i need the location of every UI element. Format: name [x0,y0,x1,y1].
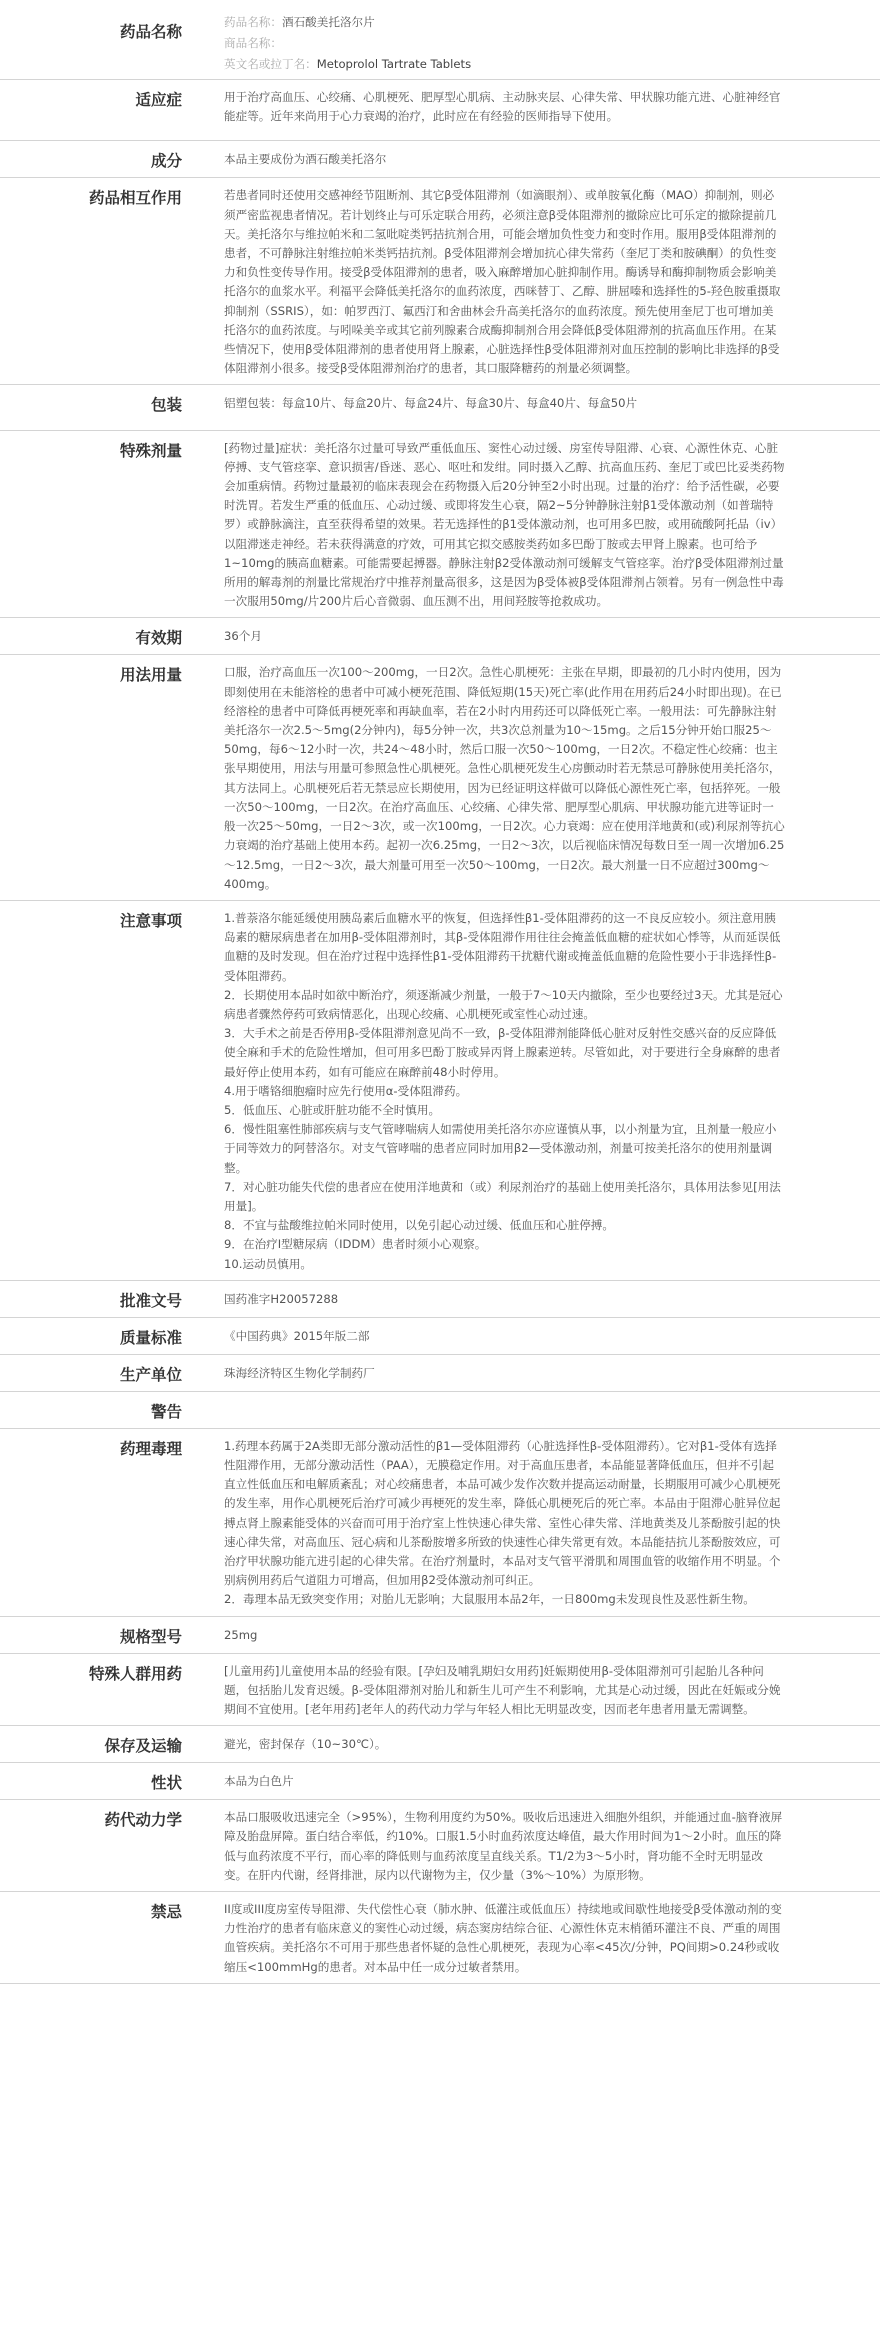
row-value: 《中国药典》2015年版二部 [200,1317,880,1354]
row-value: 珠海经济特区生物化学制药厂 [200,1354,880,1391]
row-value: 避光，密封保存（10~30℃）。 [200,1726,880,1763]
row-value: [儿童用药]儿童使用本品的经验有限。[孕妇及哺乳期妇女用药]妊娠期使用β-受体阻滞剂可引起胎儿各种问题，包括胎儿发育迟缓。β-受体阻滞剂对胎儿和新生儿可产生不利影响，尤其是心动过缓，因此在妊娠或分娩期间不宜使用。[老年用药]老年人的药代动力学与年轻人相比无明显改变，因而老年患者用量无需调整。 [200,1653,880,1726]
row-value: 若患者同时还使用交感神经节阻断剂、其它β受体阻滞剂（如滴眼剂）、或单胺氧化酶（MAO）抑制剂，则必须严密监视患者情况。若计划终止与可乐定联合用药，必须注意β受体阻滞剂的撤除应比可乐定的撤除提前几天。美托洛尔与维拉帕米和二氢吡啶类钙拮抗剂合用，可能会增加负性变力和变时作用。服用β受体阻滞剂的患者，不可静脉注射维拉帕米类钙拮抗剂。β受体阻滞剂会增加抗心律失常药（奎尼丁类和胺碘酮）的负性变力和负性变传导作用。接受β受体阻滞剂的患者，吸入麻醉增加心脏抑制作用。酶诱导和酶抑制物质会影响美托洛尔的血浆水平。利福平会降低美托洛尔的血药浓度，西咪替丁、乙醇、肼屈嗪和选择性的5-羟色胺重摄取抑制剂（SSRIS），如：帕罗西汀、氟西汀和舍曲林会升高美托洛尔的血药浓度。预先使用奎尼丁也可增加美托洛尔的血药浓度。与吲哚美辛或其它前列腺素合成酶抑制剂合用会降低β受体阻滞剂的抗高血压作用。在某些情况下，使用β受体阻滞剂的患者使用肾上腺素，心脏选择性β受体阻滞剂对血压控制的影响比非选择的β受体阻滞剂小很多。接受β受体阻滞剂治疗的患者，其口服降糖药的剂量必须调整。 [200,178,880,385]
row-value [200,1391,880,1428]
row-value: 本品口服吸收迅速完全（>95%），生物利用度约为50%。吸收后迅速进入细胞外组织，并能通过血-脑脊液屏障及胎盘屏障。蛋白结合率低，约10%。口服1.5小时血药浓度达峰值，最大作用时间为1～2小时。血压的降低与血药浓度不平行，而心率的降低则与血药浓度呈直线关系。T1/2为3～5小时，肾功能不全时无明显改变。在肝内代谢，经肾排泄，尿内以代谢物为主，仅少量（3%～10%）为原形物。 [200,1800,880,1892]
generic-name-label: 药品名称： [224,15,282,29]
row-manufacturer [0,1354,880,1391]
row-special-populations [0,1653,880,1726]
row-precautions [0,900,880,1280]
row-overdose [0,430,880,618]
trade-name-label: 商品名称： [224,36,282,50]
row-value: 口服，治疗高血压一次100～200mg，一日2次。急性心肌梗死：主张在早期，即最初的几小时内使用，因为即刻使用在未能溶栓的患者中可减小梗死范围、降低短期(15天)死亡率(此作用在用药后24小时即出现)。在已经溶栓的患者中可降低再梗死率和再缺血率，若在2小时内用药还可以降低死亡率。一般用法：可先静脉注射美托洛尔一次2.5～5mg(2分钟内)，每5分钟一次，共3次总剂量为10～15mg。之后15分钟开始口服25～50mg，每6～12小时一次，共24～48小时，然后口服一次50～100mg，一日2次。不稳定性心绞痛：也主张早期使用，用法与用量可参照急性心肌梗死。急性心肌梗死发生心房颤动时若无禁忌可静脉使用美托洛尔，其方法同上。心肌梗死后若无禁忌应长期使用，因为已经证明这样做可以降低心源性死亡率，包括猝死。一般一次50～100mg，一日2次。在治疗高血压、心绞痛、心律失常、肥厚型心肌病、甲状腺功能亢进等证时一般一次25～50mg，一日2～3次，或一次100mg，一日2次。心力衰竭：应在使用洋地黄和(或)利尿剂等抗心力衰竭的治疗基础上使用本药。起初一次6.25mg，一日2～3次，以后视临床情况每数日至一周一次增加6.25～12.5mg，一日2～3次，最大剂量可用至一次50～100mg，一日2次。最大剂量一日不应超过300mg～400mg。 [200,655,880,900]
row-approval-number [0,1280,880,1317]
row-value: 1.药理本药属于2A类即无部分激动活性的β1—受体阻滞药（心脏选择性β-受体阻滞药）。它对β1-受体有选择性阻滞作用，无部分激动活性（PAA），无膜稳定作用。对于高血压患者，本品能显著降低血压，但并不引起直立性低血压和电解质紊乱；对心绞痛患者，本品可减少发作次数并提高运动耐量，长期服用可减少心肌梗死的发生率，用作心肌梗死后治疗可减少再梗死的发生率，降低心肌梗死后的死亡率。本品由于阻滞心脏异位起搏点肾上腺素能受体的兴奋而可用于治疗室上性快速心律失常、室性心律失常、洋地黄类及儿茶酚胺引起的快速心律失常，对高血压、冠心病和儿茶酚胺增多所致的快速性心律失常更有效。本品能拮抗儿茶酚胺效应，可治疗甲状腺功能亢进引起的心律失常。在治疗剂量时，本品对支气管平滑肌和周围血管的收缩作用不明显。个别病例用药后气道阻力可增高，但加用β2受体激动剂可纠正。 2．毒理本品无致突变作用；对胎儿无影响；大鼠服用本品2年，一日800mg未发现良性及恶性新生物。 [200,1428,880,1616]
row-pharmacology [0,1428,880,1616]
row-label: 有效期 [0,618,200,655]
row-label: 禁忌 [0,1892,200,1984]
english-name-line [224,54,785,75]
row-label: 生产单位 [0,1354,200,1391]
row-value: 铝塑包装：每盒10片、每盒20片、每盒24片、每盒30片、每盒40片、每盒50片 [200,385,880,430]
row-warning [0,1391,880,1428]
row-package [0,385,880,430]
row-dosage [0,655,880,900]
row-drug-name [0,0,880,80]
row-label: 成分 [0,141,200,178]
row-label: 特殊人群用药 [0,1653,200,1726]
row-label: 药品相互作用 [0,178,200,385]
row-label: 包装 [0,385,200,430]
row-label: 药品名称 [0,0,200,80]
english-name-value: Metoprolol Tartrate Tablets [316,57,472,71]
row-label: 质量标准 [0,1317,200,1354]
row-value: II度或III度房室传导阻滞、失代偿性心衰（肺水肿、低灌注或低血压）持续地或间歇性地接受β受体激动剂的变力性治疗的患者有临床意义的窦性心动过缓，病态窦房结综合征、心源性休克末梢循环灌注不良、严重的周围血管疾病。美托洛尔不可用于那些患者怀疑的急性心肌梗死，表现为心率<45次/分钟，PQ间期>0.24秒或收缩压<100mmHg的患者。对本品中任一成分过敏者禁用。 [200,1892,880,1984]
row-label: 注意事项 [0,900,200,1280]
row-interactions [0,178,880,385]
row-label: 药理毒理 [0,1428,200,1616]
row-label: 用法用量 [0,655,200,900]
row-label: 适应症 [0,80,200,141]
trade-name-line [224,33,785,54]
row-indications [0,80,880,141]
row-specification [0,1616,880,1653]
row-label: 警告 [0,1391,200,1428]
row-value: 36个月 [200,618,880,655]
row-value: [药物过量]症状：美托洛尔过量可导致严重低血压、窦性心动过缓、房室传导阻滞、心衰、心源性休克、心脏停搏、支气管痉挛、意识损害/昏迷、恶心、呕吐和发绀。同时摄入乙醇、抗高血压药、奎尼丁或巴比妥类药物会加重病情。药物过量最初的临床表现会在药物摄入后20分钟至2小时出现。过量的治疗：给予活性碳，必要时洗胃。若发生严重的低血压、心动过缓、或即将发生心衰，隔2~5分钟静脉注射β1受体激动剂（如普瑞特罗）或静脉滴注，直至获得希望的效果。若无选择性的β1受体激动剂，也可用多巴胺，或用硫酸阿托品（iv）以阻滞迷走神经。若未获得满意的疗效，可用其它拟交感胺类药如多巴酚丁胺或去甲肾上腺素。也可给予1~10mg的胰高血糖素。可能需要起搏器。静脉注射β2受体激动剂可缓解支气管痉挛。治疗β受体阻滞剂过量所用的解毒剂的剂量比常规治疗中推荐剂量高很多，这是因为β受体被β受体阻滞剂占领着。另有一例急性中毒一次服用50mg/片200片后心音微弱、血压测不出，用间羟胺等抢救成功。 [200,430,880,618]
row-pharmacokinetics [0,1800,880,1892]
row-contraindications [0,1892,880,1984]
drug-name-block [200,0,880,80]
row-value: 本品主要成份为酒石酸美托洛尔 [200,141,880,178]
row-label: 批准文号 [0,1280,200,1317]
row-label: 规格型号 [0,1616,200,1653]
row-ingredients [0,141,880,178]
row-value: 国药准字H20057288 [200,1280,880,1317]
row-value: 1.普萘洛尔能延缓使用胰岛素后血糖水平的恢复，但选择性β1-受体阻滞药的这一不良反应较小。须注意用胰岛素的糖尿病患者在加用β-受体阻滞剂时，其β-受体阻滞作用往往会掩盖低血糖的症状如心悸等，从而延误低血糖的及时发现。但在治疗过程中选择性β1-受体阻滞药干扰糖代谢或掩盖低血糖的危险性要小于非选择性β-受体阻滞药。 2．长期使用本品时如欲中断治疗，须逐渐减少剂量，一般于7～10天内撤除，至少也要经过3天。尤其是冠心病患者骤然停药可致病情恶化，出现心绞痛、心肌梗死或室性心动过速。 3．大手术之前是否停用β-受体阻滞剂意见尚不一致，β-受体阻滞剂能降低心脏对反射性交感兴奋的反应降低使全麻和手术的危险性增加，但可用多巴酚丁胺或异丙肾上腺素逆转。尽管如此，对于要进行全身麻醉的患者最好停止使用本药，如有可能应在麻醉前48小时停用。 4.用于嗜铬细胞瘤时应先行使用α-受体阻滞药。 5．低血压、心脏或肝脏功能不全时慎用。 6．慢性阻塞性肺部疾病与支气管哮喘病人如需使用美托洛尔亦应谨慎从事，以小剂量为宜，且剂量一般应小于同等效力的阿替洛尔。对支气管哮喘的患者应同时加用β2—受体激动剂，剂量可按美托洛尔的使用剂量调整。 7．对心脏功能失代偿的患者应在使用洋地黄和（或）利尿剂治疗的基础上使用美托洛尔，具体用法参见[用法用量]。 8．不宜与盐酸维拉帕米同时使用，以免引起心动过缓、低血压和心脏停搏。 9．在治疗I型糖尿病（IDDM）患者时须小心观察。 10.运动员慎用。 [200,900,880,1280]
row-label: 药代动力学 [0,1800,200,1892]
row-shelf-life [0,618,880,655]
row-label: 保存及运输 [0,1726,200,1763]
row-value: 用于治疗高血压、心绞痛、心肌梗死、肥厚型心肌病、主动脉夹层、心律失常、甲状腺功能亢进、心脏神经官能症等。近年来尚用于心力衰竭的治疗，此时应在有经验的医师指导下使用。 [200,80,880,141]
row-label: 性状 [0,1763,200,1800]
english-name-label: 英文名或拉丁名： [224,57,317,71]
generic-name-value: 酒石酸美托洛尔片 [281,15,375,29]
generic-name-line [224,12,785,33]
row-value: 本品为白色片 [200,1763,880,1800]
row-value: 25mg [200,1616,880,1653]
row-quality-standard [0,1317,880,1354]
row-label: 特殊剂量 [0,430,200,618]
row-storage [0,1726,880,1763]
row-appearance [0,1763,880,1800]
